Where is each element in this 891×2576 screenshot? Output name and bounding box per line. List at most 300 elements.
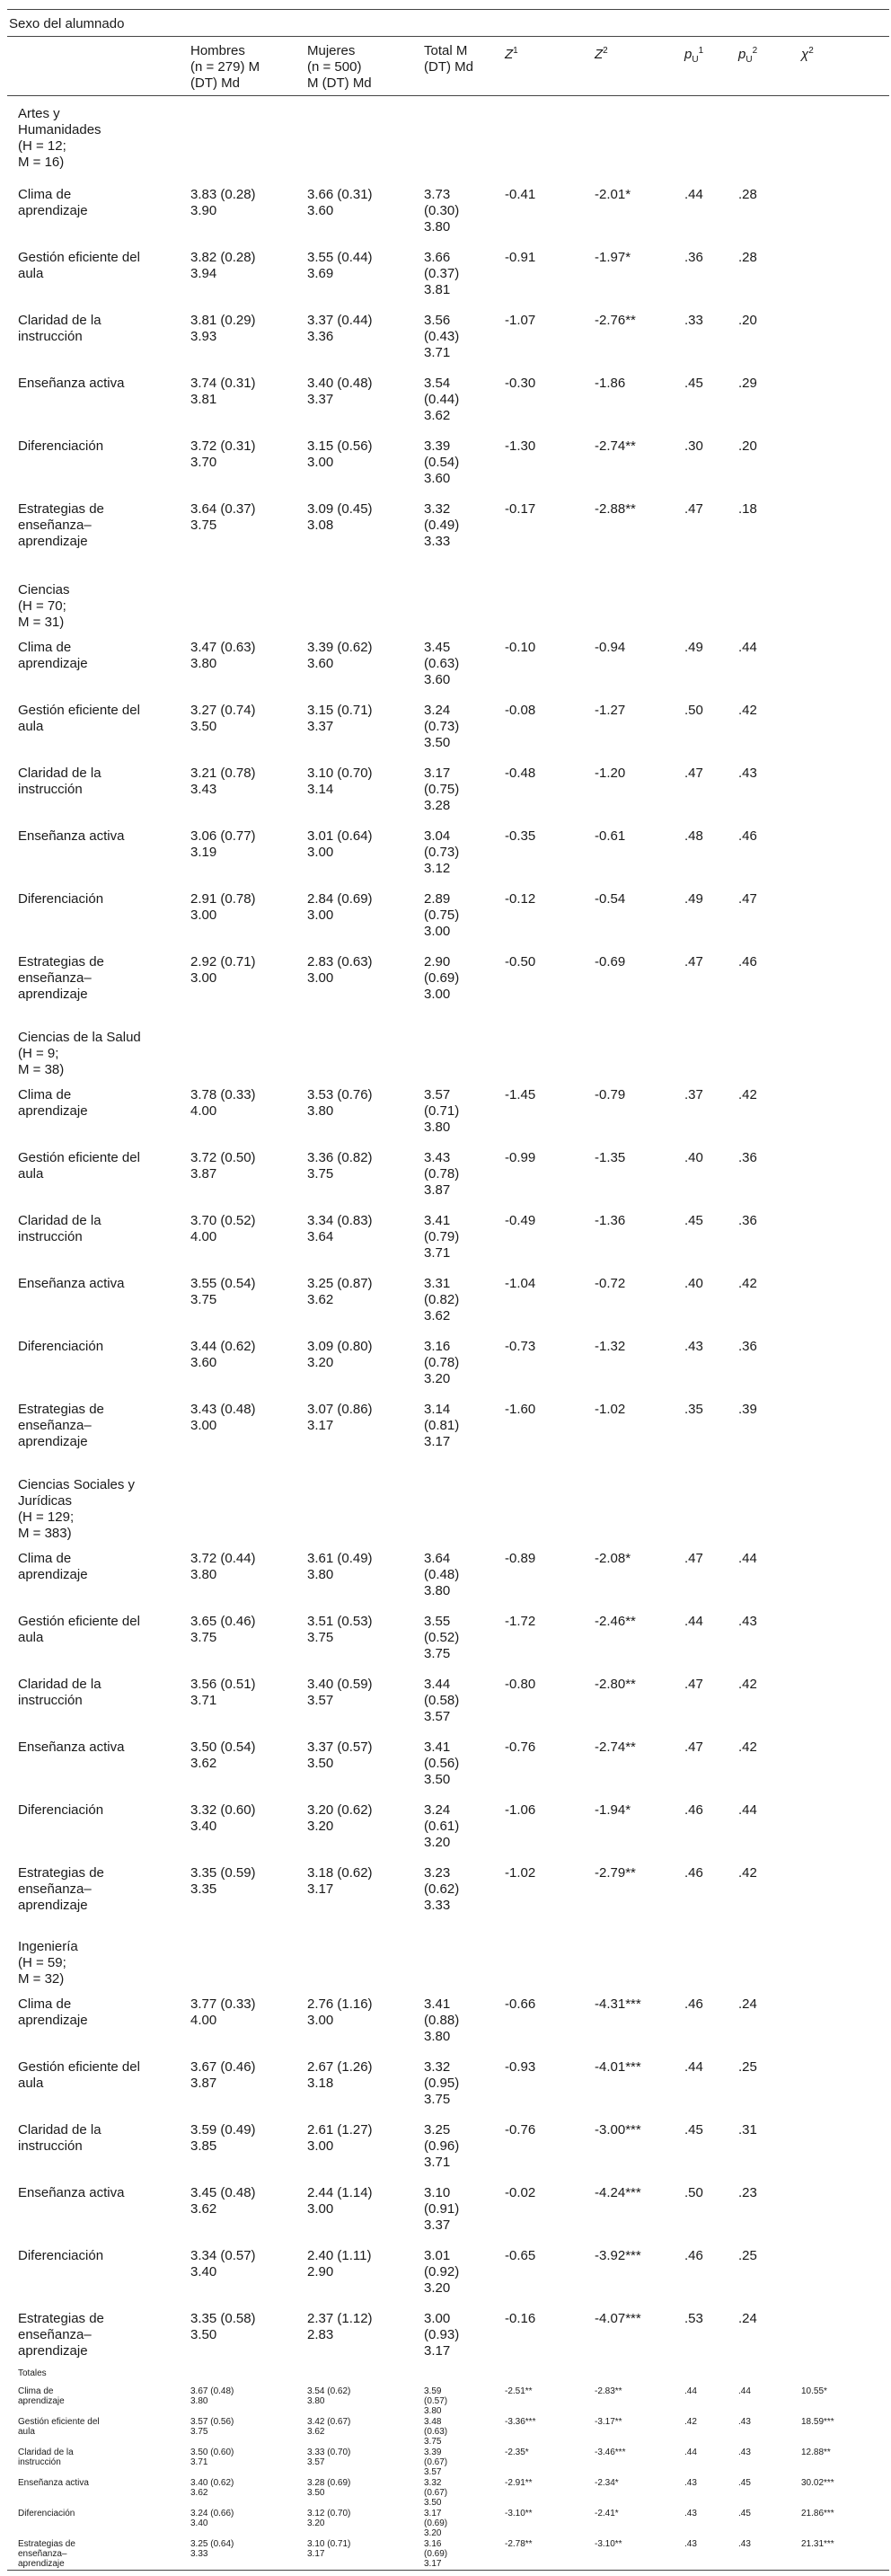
cell-mujeres: [307, 1677, 373, 1709]
cell-hombres: [190, 1087, 256, 1120]
cell-line: Diferenciación: [18, 1339, 104, 1354]
cell-hombres: [190, 1402, 256, 1434]
cell-hombres: [190, 1739, 256, 1772]
cell-chi: 12.88**: [801, 2448, 831, 2457]
cell-line: enseñanza–: [18, 518, 92, 533]
cell-line: Diferenciación: [18, 438, 104, 454]
cell-line: 3.54: [424, 376, 451, 391]
cell-line: 3.31: [424, 1276, 451, 1291]
cell-line: 3.71: [424, 345, 451, 360]
cell-line: 3.56: [424, 313, 451, 328]
cell-z2: -2.01*: [595, 187, 631, 202]
cell-line: 3.10 (0.70): [307, 766, 373, 781]
header-pu2-symbol: p: [738, 47, 746, 62]
cell-hombres: [190, 1677, 256, 1709]
cell-z2: -4.01***: [595, 2059, 641, 2075]
cell-line: 3.15 (0.71): [307, 703, 373, 718]
cell-line: 3.50: [190, 719, 217, 734]
cell-line: instrucción: [18, 1229, 83, 1244]
cell-z1: -0.12: [505, 891, 536, 907]
cell-line: Clima de: [18, 187, 72, 202]
cell-mujeres: [307, 1402, 373, 1434]
cell-line: Clima de: [18, 2386, 54, 2396]
cell-line: 2.40 (1.11): [307, 2248, 372, 2263]
cell-line: aula: [18, 2427, 35, 2437]
cell-line: (0.54): [424, 455, 460, 470]
cell-line: Gestión eficiente del: [18, 2417, 100, 2427]
cell-z2: -1.32: [595, 1339, 626, 1354]
cell-line: 3.78 (0.33): [190, 1087, 256, 1102]
cell-pu2: .47: [738, 891, 757, 907]
cell-line: 3.65 (0.46): [190, 1614, 256, 1629]
row-variable: [18, 1150, 140, 1182]
cell-z1: -1.07: [505, 313, 536, 328]
cell-line: aprendizaje: [18, 987, 88, 1002]
cell-hombres: [190, 250, 256, 282]
row-variable: [18, 1865, 104, 1914]
cell-mujeres: [307, 2122, 373, 2155]
cell-hombres: [190, 2185, 256, 2217]
cell-line: 3.20: [424, 2280, 451, 2296]
cell-line: (0.63): [424, 656, 460, 671]
cell-line: enseñanza–: [18, 970, 92, 986]
cell-z2: -2.88**: [595, 501, 636, 517]
cell-pu2: .43: [738, 2539, 751, 2549]
cell-line: (H = 59;: [18, 1955, 66, 1970]
row-variable: [18, 2478, 89, 2488]
cell-line: Enseñanza activa: [18, 2185, 125, 2200]
cell-pu2: .42: [738, 1087, 757, 1102]
cell-line: 3.06 (0.77): [190, 828, 256, 844]
cell-line: (0.93): [424, 2327, 460, 2342]
cell-line: 3.20: [424, 1371, 451, 1386]
cell-line: 3.54 (0.62): [307, 2386, 351, 2396]
cell-mujeres: [307, 2417, 350, 2437]
header-hombres-line: Hombres: [190, 43, 245, 58]
row-variable: [18, 1551, 88, 1583]
cell-z2: -4.24***: [595, 2185, 641, 2200]
cell-line: Clima de: [18, 1551, 72, 1566]
cell-line: (0.96): [424, 2138, 460, 2154]
cell-line: 3.80: [190, 2396, 208, 2406]
cell-line: 3.20: [307, 2518, 325, 2528]
cell-z1: -0.76: [505, 1739, 536, 1755]
cell-z2: -1.86: [595, 376, 626, 391]
cell-line: 3.00: [307, 907, 334, 923]
row-variable: [18, 2509, 75, 2518]
cell-pu2: .43: [738, 766, 757, 781]
cell-z1: -0.48: [505, 766, 536, 781]
cell-z2: -0.69: [595, 954, 626, 969]
cell-z1: -0.16: [505, 2311, 536, 2326]
cell-line: 3.28: [424, 798, 451, 813]
cell-mujeres: [307, 2448, 350, 2467]
cell-line: 3.43 (0.48): [190, 1402, 256, 1417]
cell-pu2: .39: [738, 1402, 757, 1417]
cell-line: (0.30): [424, 203, 460, 218]
cell-pu2: .42: [738, 1677, 757, 1692]
cell-pu1: .46: [684, 1865, 703, 1881]
cell-line: 3.80: [190, 656, 217, 671]
cell-line: aprendizaje: [18, 203, 88, 218]
cell-line: 3.35: [190, 1881, 217, 1897]
cell-hombres: [190, 2417, 234, 2437]
cell-pu2: .45: [738, 2478, 751, 2488]
cell-line: 3.75: [424, 2437, 442, 2447]
cell-z1: -0.73: [505, 1339, 536, 1354]
cell-mujeres: [307, 1865, 373, 1898]
cell-total: [424, 2122, 459, 2171]
cell-line: 3.20: [307, 1819, 334, 1834]
cell-hombres: [190, 766, 256, 798]
cell-line: 3.01 (0.64): [307, 828, 373, 844]
cell-hombres: [190, 703, 256, 735]
cell-line: 3.64: [424, 1551, 451, 1566]
cell-z2: -1.35: [595, 1150, 626, 1165]
cell-line: M = 383): [18, 1526, 72, 1541]
row-variable: [18, 438, 103, 455]
cell-line: 3.40 (0.62): [190, 2478, 234, 2488]
cell-line: Gestión eficiente del: [18, 250, 140, 265]
cell-z2: -1.94*: [595, 1802, 631, 1818]
cell-line: 3.12: [424, 861, 451, 876]
cell-line: aprendizaje: [18, 1567, 88, 1582]
cell-pu2: .43: [738, 2417, 751, 2427]
cell-pu2: .42: [738, 703, 757, 718]
cell-z1: -0.50: [505, 954, 536, 969]
cell-hombres: [190, 376, 256, 408]
cell-line: 3.16: [424, 2539, 442, 2549]
cell-mujeres: [307, 954, 373, 987]
cell-line: 3.00: [424, 987, 451, 1002]
cell-line: (0.78): [424, 1355, 460, 1370]
cell-line: (0.52): [424, 1630, 460, 1645]
cell-line: Enseñanza activa: [18, 1276, 125, 1291]
cell-line: 3.71: [424, 1245, 451, 1261]
cell-line: 3.45 (0.48): [190, 2185, 256, 2200]
cell-line: 4.00: [190, 1229, 217, 1244]
cell-line: 3.36 (0.82): [307, 1150, 373, 1165]
header-chi-symbol: χ: [801, 47, 809, 62]
cell-z1: -2.78**: [505, 2539, 533, 2549]
cell-line: 3.66: [424, 250, 451, 265]
cell-z2: -4.07***: [595, 2311, 641, 2326]
cell-line: 2.76 (1.16): [307, 1996, 373, 2012]
cell-total: [424, 1739, 459, 1788]
cell-total: [424, 1276, 459, 1324]
cell-line: 3.41: [424, 1996, 451, 2012]
cell-hombres: [190, 313, 256, 345]
cell-line: 3.00: [307, 845, 334, 860]
cell-pu2: .24: [738, 2311, 757, 2326]
cell-line: Enseñanza activa: [18, 2478, 89, 2488]
cell-z1: -2.91**: [505, 2478, 533, 2488]
cell-line: (0.48): [424, 1567, 460, 1582]
cell-line: 3.19: [190, 845, 217, 860]
header-mujeres-line: M (DT) Md: [307, 75, 372, 91]
cell-line: 3.72 (0.50): [190, 1150, 256, 1165]
cell-hombres: [190, 2448, 234, 2467]
cell-z1: -0.80: [505, 1677, 536, 1692]
row-variable: [18, 1213, 101, 1245]
cell-hombres: [190, 2122, 256, 2155]
cell-line: 3.20: [424, 2528, 442, 2538]
cell-line: 3.01: [424, 2248, 451, 2263]
cell-pu2: .44: [738, 640, 757, 655]
cell-line: 3.64 (0.37): [190, 501, 256, 517]
cell-line: 2.84 (0.69): [307, 891, 373, 907]
cell-z1: -0.08: [505, 703, 536, 718]
cell-line: 3.74 (0.31): [190, 376, 256, 391]
cell-line: 3.62: [190, 2201, 217, 2217]
cell-line: 3.62: [307, 1292, 334, 1307]
cell-line: 3.80: [424, 1120, 451, 1135]
cell-line: 3.56 (0.51): [190, 1677, 256, 1692]
cell-line: 3.28 (0.69): [307, 2478, 351, 2488]
cell-mujeres: [307, 187, 373, 219]
cell-line: Estrategias de: [18, 2539, 75, 2549]
cell-line: 3.17: [307, 2549, 325, 2559]
cell-line: 3.55 (0.44): [307, 250, 373, 265]
cell-line: 3.81 (0.29): [190, 313, 256, 328]
cell-line: 3.35 (0.58): [190, 2311, 256, 2326]
cell-line: (H = 70;: [18, 598, 66, 614]
cell-line: 3.20 (0.62): [307, 1802, 373, 1818]
cell-line: aula: [18, 1166, 44, 1182]
cell-z2: -2.34*: [595, 2478, 619, 2488]
cell-pu2: .44: [738, 1802, 757, 1818]
cell-line: Claridad de la: [18, 2448, 74, 2457]
cell-z2: -0.94: [595, 640, 626, 655]
cell-line: Enseñanza activa: [18, 1739, 125, 1755]
row-variable: [18, 2059, 140, 2092]
cell-line: 3.80: [424, 1583, 451, 1598]
cell-pu2: .28: [738, 187, 757, 202]
cell-line: (0.67): [424, 2457, 448, 2467]
cell-total: [424, 2539, 447, 2569]
cell-line: 3.14: [307, 782, 334, 797]
cell-z1: -0.49: [505, 1213, 536, 1228]
header-hombres-line: (n = 279) M: [190, 59, 260, 75]
cell-total: [424, 2478, 447, 2508]
cell-mujeres: [307, 376, 373, 408]
cell-line: (0.63): [424, 2427, 448, 2437]
cell-pu1: .44: [684, 2386, 697, 2396]
cell-line: (0.44): [424, 392, 460, 407]
cell-line: 3.40 (0.48): [307, 376, 373, 391]
row-variable: [18, 2386, 65, 2406]
cell-mujeres: [307, 313, 373, 345]
cell-line: 3.75: [190, 1630, 217, 1645]
cell-line: 3.45: [424, 640, 451, 655]
cell-line: 3.23: [424, 1865, 451, 1881]
cell-line: 3.33: [424, 1898, 451, 1913]
cell-line: 3.77 (0.33): [190, 1996, 256, 2012]
cell-line: 3.75: [190, 2427, 208, 2437]
cell-pu2: .42: [738, 1739, 757, 1755]
cell-line: Clima de: [18, 1996, 72, 2012]
cell-line: 3.57: [424, 2467, 442, 2477]
row-variable: [18, 891, 103, 907]
cell-z2: -2.79**: [595, 1865, 636, 1881]
row-variable: [18, 187, 88, 219]
cell-line: 3.25 (0.87): [307, 1276, 373, 1291]
group-label: [18, 582, 70, 631]
cell-mujeres: [307, 1339, 373, 1371]
cell-line: 3.62: [424, 1308, 451, 1323]
cell-hombres: [190, 501, 256, 534]
cell-line: 3.60: [424, 672, 451, 687]
cell-pu1: .40: [684, 1150, 703, 1165]
cell-z2: -2.46**: [595, 1614, 636, 1629]
cell-mujeres: [307, 640, 373, 672]
cell-line: Diferenciación: [18, 1802, 104, 1818]
cell-hombres: [190, 1276, 256, 1308]
row-variable: [18, 1339, 103, 1355]
cell-line: 3.69: [307, 266, 334, 281]
row-variable: [18, 2448, 74, 2467]
cell-line: aprendizaje: [18, 2396, 65, 2406]
header-z1-symbol: Z: [505, 47, 514, 62]
cell-line: 3.73: [424, 187, 451, 202]
cell-line: 3.82 (0.28): [190, 250, 256, 265]
cell-pu1: .48: [684, 828, 703, 844]
cell-mujeres: [307, 2386, 350, 2406]
cell-pu2: .18: [738, 501, 757, 517]
cell-total: [424, 640, 459, 688]
cell-line: 3.85: [190, 2138, 217, 2154]
cell-line: Claridad de la: [18, 2122, 101, 2138]
cell-line: Claridad de la: [18, 1213, 101, 1228]
group-label: [18, 1477, 135, 1542]
cell-line: 3.20: [424, 1835, 451, 1850]
cell-pu2: .46: [738, 828, 757, 844]
cell-total: [424, 2185, 459, 2234]
cell-line: 3.00: [424, 2311, 451, 2326]
cell-line: Gestión eficiente del: [18, 2059, 140, 2075]
cell-line: 3.14: [424, 1402, 451, 1417]
header-z2-sup: 2: [603, 46, 608, 56]
cell-line: 3.87: [190, 1166, 217, 1182]
cell-line: 3.57: [424, 1087, 451, 1102]
cell-line: 3.50: [424, 1772, 451, 1787]
cell-line: (0.49): [424, 518, 460, 533]
cell-line: M = 31): [18, 615, 65, 630]
cell-line: Estrategias de: [18, 2311, 104, 2326]
cell-line: 3.72 (0.44): [190, 1551, 256, 1566]
cell-pu2: .44: [738, 1551, 757, 1566]
cell-total: [424, 1614, 459, 1662]
cell-total: [424, 2059, 459, 2108]
cell-line: aprendizaje: [18, 1898, 88, 1913]
cell-mujeres: [307, 2248, 371, 2280]
cell-pu2: .24: [738, 1996, 757, 2012]
cell-line: 3.61 (0.49): [307, 1551, 373, 1566]
cell-line: 3.00: [190, 970, 217, 986]
cell-line: enseñanza–: [18, 2549, 67, 2559]
header-hombres-line: (DT) Md: [190, 75, 240, 91]
cell-z2: -1.20: [595, 766, 626, 781]
header-mujeres-line: Mujeres: [307, 43, 356, 58]
cell-line: 3.24: [424, 703, 451, 718]
table-caption: Sexo del alumnado: [9, 16, 125, 31]
cell-hombres: [190, 2478, 234, 2498]
row-variable: [18, 2122, 101, 2155]
cell-z2: -2.76**: [595, 313, 636, 328]
cell-line: 3.37: [424, 2217, 451, 2233]
row-variable: [18, 250, 140, 282]
cell-total: [424, 1677, 459, 1725]
cell-z1: -1.45: [505, 1087, 536, 1102]
cell-z2: -3.10**: [595, 2539, 622, 2549]
cell-line: Estrategias de: [18, 501, 104, 517]
cell-line: 3.34 (0.57): [190, 2248, 256, 2263]
cell-line: 3.70 (0.52): [190, 1213, 256, 1228]
row-variable: [18, 954, 104, 1003]
cell-line: (0.73): [424, 845, 460, 860]
cell-z2: -1.02: [595, 1402, 626, 1417]
cell-pu1: .30: [684, 438, 703, 454]
cell-line: 3.43: [424, 1150, 451, 1165]
cell-line: 3.17: [307, 1881, 334, 1897]
cell-line: 3.09 (0.45): [307, 501, 373, 517]
header-mujeres-line: (n = 500): [307, 59, 362, 75]
cell-mujeres: [307, 1739, 373, 1772]
cell-pu2: .46: [738, 954, 757, 969]
cell-z1: -0.91: [505, 250, 536, 265]
cell-line: 3.33 (0.70): [307, 2448, 351, 2457]
cell-z2: -2.74**: [595, 1739, 636, 1755]
cell-hombres: [190, 438, 256, 471]
cell-line: 3.90: [190, 203, 217, 218]
cell-hombres: [190, 1865, 256, 1898]
row-variable: [18, 1087, 88, 1120]
cell-line: 3.57 (0.56): [190, 2417, 234, 2427]
cell-hombres: [190, 1802, 256, 1835]
cell-line: Gestión eficiente del: [18, 1614, 140, 1629]
cell-line: 3.60: [307, 656, 334, 671]
cell-line: 3.12 (0.70): [307, 2509, 351, 2518]
cell-line: 3.80: [424, 219, 451, 235]
cell-line: 3.80: [307, 2396, 325, 2406]
cell-line: instrucción: [18, 329, 83, 344]
cell-mujeres: [307, 1802, 373, 1835]
cell-z1: -1.60: [505, 1402, 536, 1417]
cell-z1: -3.10**: [505, 2509, 533, 2518]
cell-z2: -2.80**: [595, 1677, 636, 1692]
cell-line: (0.82): [424, 1292, 460, 1307]
cell-line: 3.67 (0.46): [190, 2059, 256, 2075]
cell-line: 3.43: [190, 782, 217, 797]
cell-z2: -1.27: [595, 703, 626, 718]
cell-line: 3.59 (0.49): [190, 2122, 256, 2138]
cell-line: 3.50: [307, 1756, 334, 1771]
cell-total: [424, 313, 459, 361]
cell-hombres: [190, 2248, 256, 2280]
cell-pu1: .45: [684, 1213, 703, 1228]
group-label: [18, 106, 101, 171]
cell-line: 3.00: [307, 2138, 334, 2154]
cell-pu1: .42: [684, 2417, 697, 2427]
cell-line: Estrategias de: [18, 1865, 104, 1881]
cell-line: 3.60: [424, 471, 451, 486]
cell-z2: -0.54: [595, 891, 626, 907]
cell-line: 3.44 (0.62): [190, 1339, 256, 1354]
cell-total: [424, 1802, 459, 1851]
cell-chi: 21.31***: [801, 2539, 834, 2549]
cell-mujeres: [307, 1276, 373, 1308]
cell-pu1: .43: [684, 1339, 703, 1354]
